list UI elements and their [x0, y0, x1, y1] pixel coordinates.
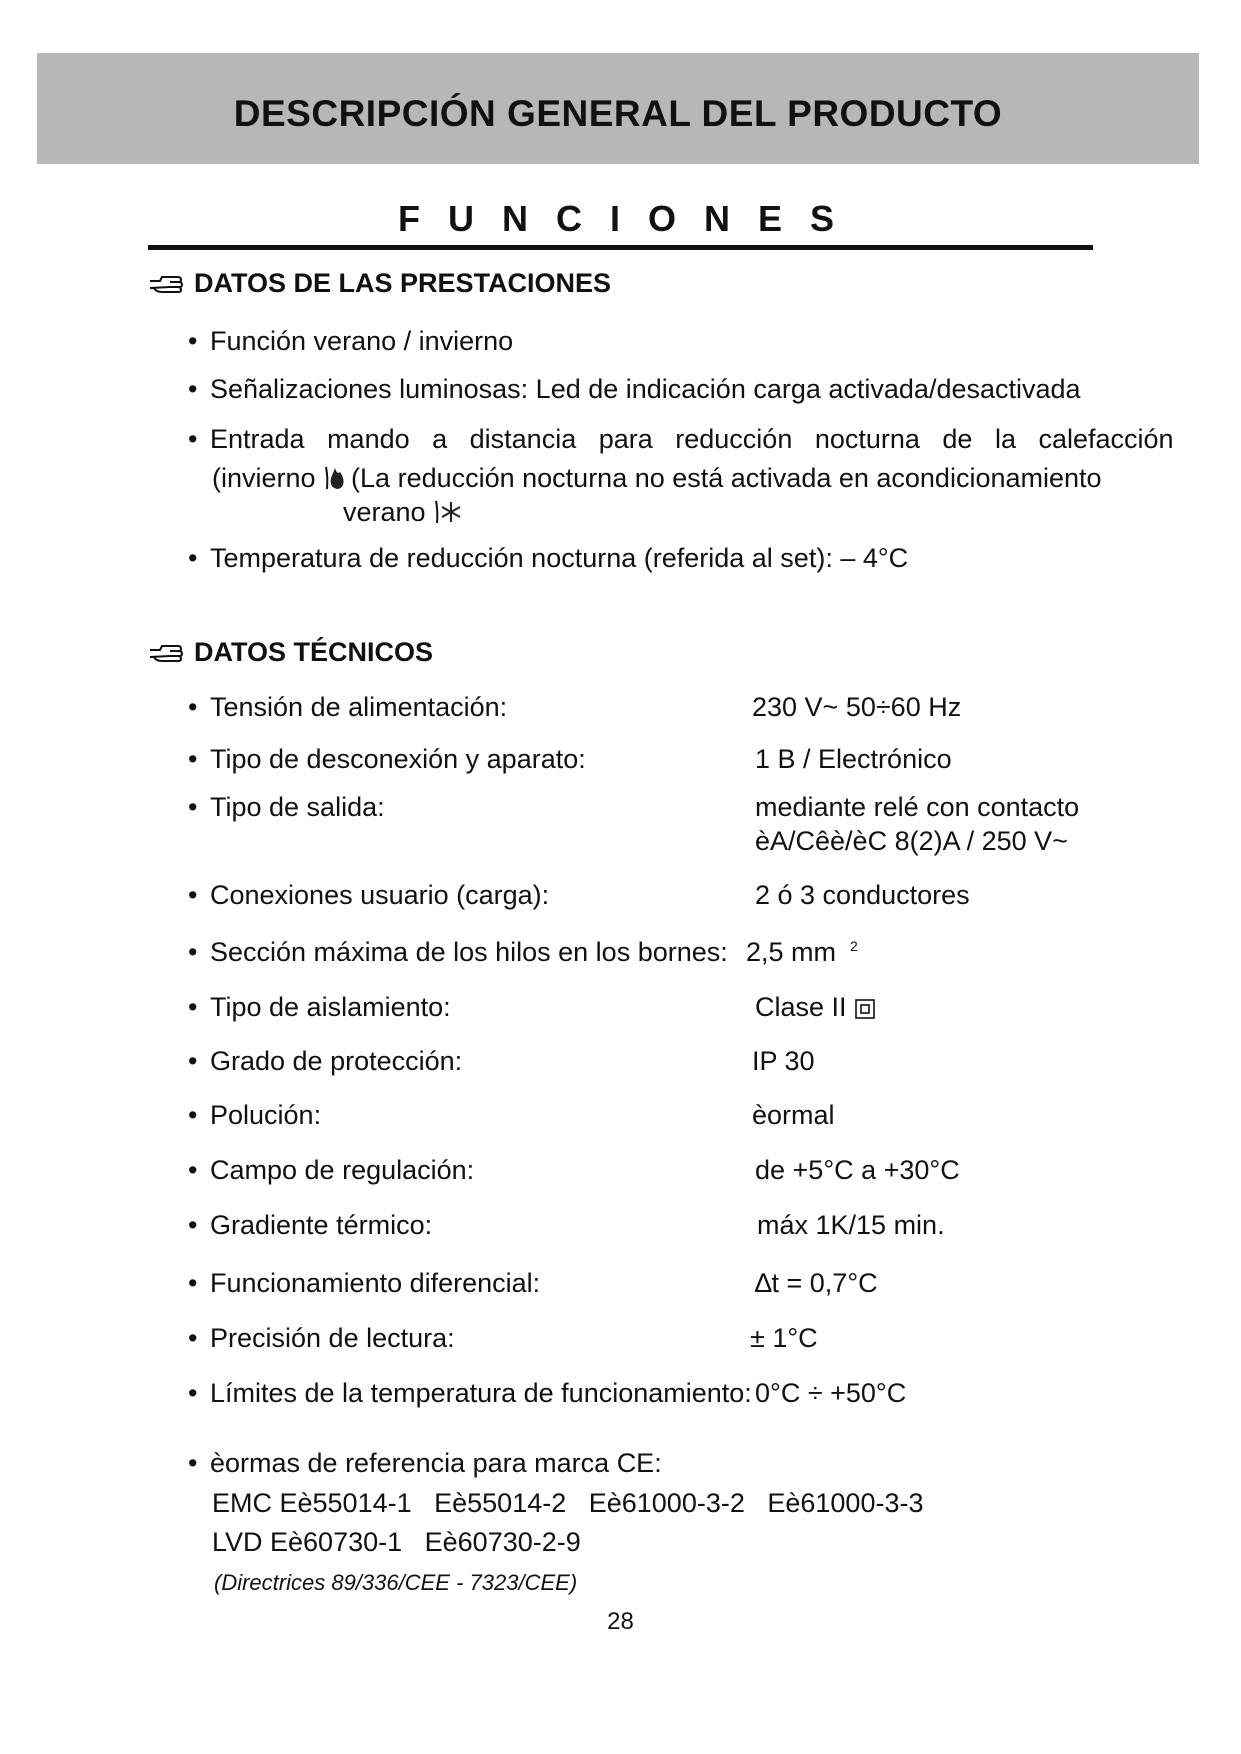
page-number: 28: [607, 1608, 634, 1635]
tecnicos-heading-label: DATOS TÉCNICOS: [194, 637, 434, 667]
tech-row-value: máx 1K/15 min.: [757, 1210, 945, 1240]
tech-row-value: 2 ó 3 conductores: [755, 880, 970, 910]
header-band: [37, 53, 1199, 164]
prestaciones-heading: [148, 268, 611, 299]
directrices-note: (Directrices 89/336/CEE - 7323/CEE): [214, 1570, 578, 1595]
double-insulation-icon: [854, 998, 876, 1020]
snowflake-icon: [433, 497, 463, 525]
tech-row-value: Clase II: [755, 992, 876, 1023]
normas-emc: EMC Eè55014-1 Eè55014-2 Eè61000-3-2 Eè61000-3-3: [212, 1488, 924, 1518]
tech-row-value: 230 V~ 50÷60 Hz: [752, 692, 962, 722]
tech-row-value: mediante relé con contacto: [755, 792, 1080, 822]
prestaciones-heading-label: DATOS DE LAS PRESTACIONES: [194, 268, 612, 298]
page-title: DESCRIPCIÓN GENERAL DEL PRODUCTO: [233, 93, 1003, 134]
section-title: F U N C I O N E S: [397, 198, 844, 239]
remote-line-2: (invierno (La reducción nocturna no está activada en acondicionamiento: [212, 463, 1102, 493]
flame-icon: [323, 463, 351, 491]
tech-row-value: ± 1°C: [750, 1323, 818, 1353]
section-divider: [148, 245, 1093, 250]
tech-row-value: èormal: [752, 1100, 835, 1130]
tech-row-value: 1 B / Electrónico: [755, 744, 952, 774]
tech-row-value: 0°C ÷ +50°C: [755, 1378, 907, 1408]
tech-row-value: IP 30: [752, 1046, 815, 1076]
tech-row-value-2: èA/Cêè/èC 8(2)A / 250 V~: [755, 826, 1068, 856]
remote-line-3: verano: [343, 497, 463, 528]
tech-row-value: ∆t = 0,7°C: [755, 1268, 878, 1298]
tech-row-value: 2,5 mm $^2$: [746, 937, 858, 967]
pointing-hand-icon: [148, 273, 184, 295]
tecnicos-heading: [148, 637, 433, 668]
pointing-hand-icon: [148, 642, 184, 664]
normas-lvd: LVD Eè60730-1 Eè60730-2-9: [212, 1527, 581, 1557]
tech-row-value: de +5°C a +30°C: [755, 1155, 960, 1185]
